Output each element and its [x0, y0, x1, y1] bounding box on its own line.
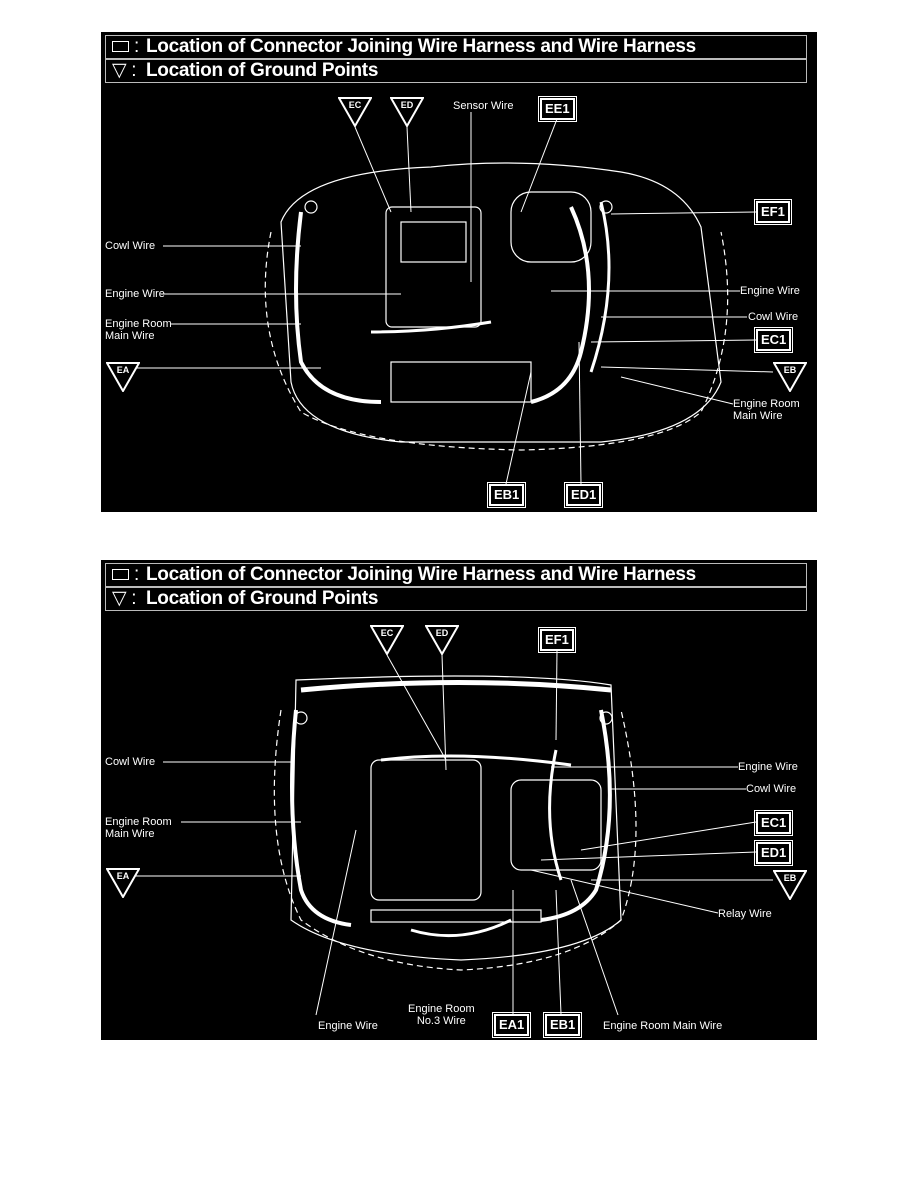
connector-square-icon — [112, 569, 129, 580]
label-line: No.3 Wire — [416, 1015, 466, 1027]
wiring-diagram-1 — [101, 32, 817, 512]
label-line: Engine Room — [105, 318, 172, 330]
connector-ee1: EE1 — [540, 98, 575, 120]
cowl-wire-left-label: Cowl Wire — [105, 240, 156, 252]
ground-ec-label: EC — [348, 100, 362, 110]
connector-ed1: ED1 — [756, 842, 791, 864]
ground-ed-label: ED — [435, 628, 449, 638]
connector-eb1: EB1 — [489, 484, 524, 506]
colon: : — [131, 588, 137, 609]
engine-wire-bottom-label: Engine Wire — [318, 1020, 378, 1032]
legend-connector-row — [105, 35, 807, 59]
ground-ec-label: EC — [380, 628, 394, 638]
engine-room-no3-wire-label — [408, 1003, 475, 1027]
legend-connector-text: Location of Connector Joining Wire Harness and Wire Harness — [146, 36, 696, 57]
label-line: Main Wire — [733, 410, 783, 422]
connector-ec1: EC1 — [756, 812, 791, 834]
connector-ef1: EF1 — [756, 201, 790, 223]
engine-wire-right-label: Engine Wire — [740, 285, 800, 297]
connector-ed1: ED1 — [566, 484, 601, 506]
colon: : — [133, 564, 139, 585]
ground-triangle-icon: ▽ — [112, 60, 127, 81]
ground-ea-label: EA — [116, 871, 130, 881]
relay-wire-label: Relay Wire — [718, 908, 772, 920]
cowl-wire-right-label: Cowl Wire — [746, 783, 797, 795]
legend-connector-text: Location of Connector Joining Wire Harness and Wire Harness — [146, 564, 696, 585]
label-line: Engine Room — [408, 1003, 475, 1015]
legend-ground-text: Location of Ground Points — [146, 60, 379, 81]
engine-wire-left-label: Engine Wire — [105, 288, 165, 300]
connector-square-icon — [112, 41, 129, 52]
ground-eb-label: EB — [783, 365, 797, 375]
legend-ground-row — [105, 587, 807, 611]
label-line: Engine Room — [733, 398, 800, 410]
cowl-wire-right-label: Cowl Wire — [748, 311, 799, 323]
legend-ground-row — [105, 59, 807, 83]
engine-room-main-wire-bottom-label: Engine Room Main Wire — [603, 1020, 723, 1032]
connector-ea1: EA1 — [494, 1014, 529, 1036]
engine-bay-illustration — [101, 560, 817, 1040]
colon: : — [133, 36, 139, 57]
label-line: Main Wire — [105, 828, 155, 840]
connector-eb1: EB1 — [545, 1014, 580, 1036]
connector-ec1: EC1 — [756, 329, 791, 351]
engine-wire-right-label: Engine Wire — [738, 761, 798, 773]
wiring-diagram-2 — [101, 560, 817, 1040]
cowl-wire-left-label: Cowl Wire — [105, 756, 156, 768]
colon: : — [131, 60, 137, 81]
legend-connector-row — [105, 563, 807, 587]
ground-ed-label: ED — [400, 100, 414, 110]
connector-ef1: EF1 — [540, 629, 574, 651]
engine-room-main-wire-right-label — [733, 398, 800, 422]
label-line: Main Wire — [105, 330, 155, 342]
sensor-wire-label: Sensor Wire — [453, 100, 514, 112]
engine-room-main-wire-left-label — [105, 318, 172, 342]
legend-ground-text: Location of Ground Points — [146, 588, 379, 609]
ground-eb-label: EB — [783, 873, 797, 883]
engine-room-main-wire-left-label — [105, 816, 172, 840]
label-line: Engine Room — [105, 816, 172, 828]
ground-triangle-icon: ▽ — [112, 588, 127, 609]
ground-ea-label: EA — [116, 365, 130, 375]
